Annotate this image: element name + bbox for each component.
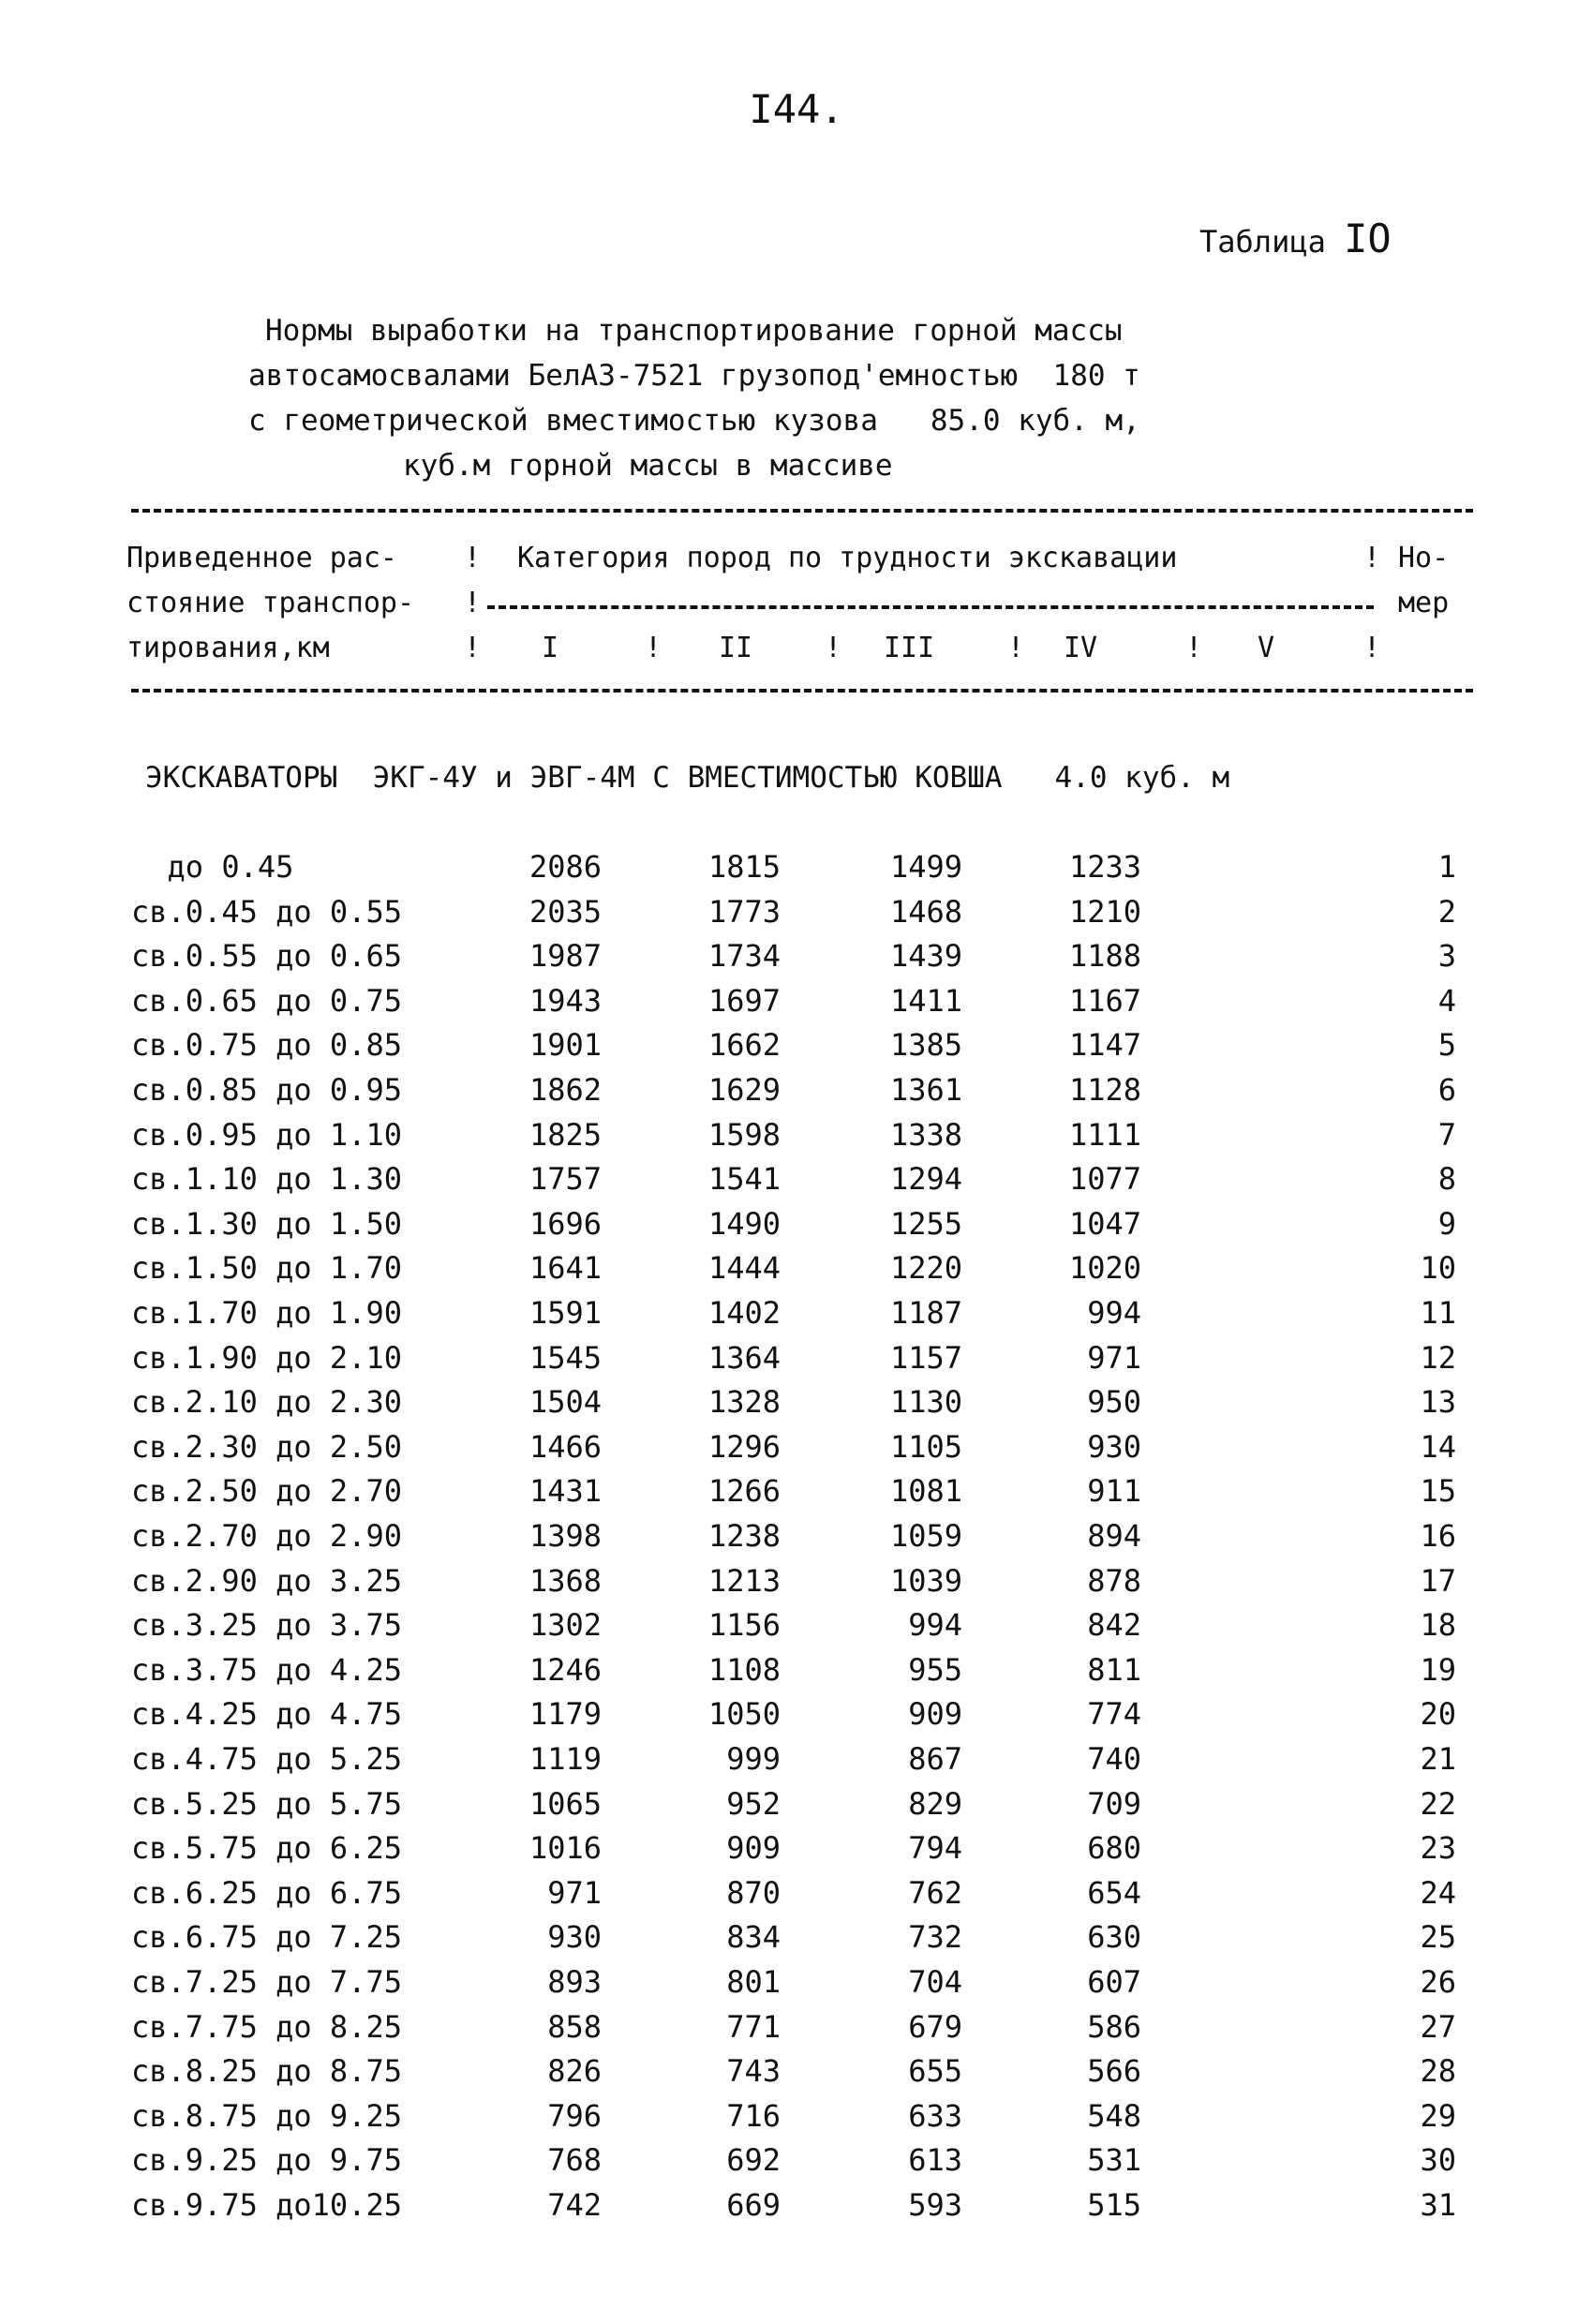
distance-cell: св.5.75 до 6.25 — [131, 1830, 402, 1867]
cat-III-cell: 994 — [908, 1607, 962, 1644]
header-separator: ! — [825, 632, 842, 664]
row-number-cell: 3 — [1437, 938, 1456, 975]
row-number-cell: 8 — [1437, 1161, 1456, 1198]
row-number-cell: 27 — [1420, 2008, 1456, 2045]
distance-cell: св.0.55 до 0.65 — [131, 938, 402, 975]
header-distance-line: тирования,км — [127, 632, 330, 664]
row-number-cell: 31 — [1420, 2187, 1456, 2223]
table-row — [0, 1027, 1593, 1072]
cat-I-cell: 1065 — [529, 1785, 602, 1822]
table-row — [0, 1072, 1593, 1117]
distance-cell: св.2.30 до 2.50 — [131, 1428, 402, 1465]
cat-IV-cell: 878 — [1087, 1562, 1141, 1599]
cat-III-cell: 1294 — [889, 1161, 962, 1198]
cat-I-cell: 1431 — [529, 1473, 602, 1510]
table-label-number: IO — [1344, 216, 1392, 261]
table-row — [0, 1786, 1593, 1831]
distance-cell: св.3.75 до 4.25 — [131, 1651, 402, 1688]
cat-II-cell: 771 — [726, 2008, 781, 2045]
cat-I-cell: 1757 — [529, 1161, 602, 1198]
distance-cell: св.9.75 до10.25 — [131, 2187, 402, 2223]
cat-III-cell: 613 — [908, 2142, 962, 2179]
cat-I-cell: 1504 — [529, 1384, 602, 1421]
header-number-line: мер — [1398, 587, 1450, 619]
cat-II-cell: 834 — [726, 1919, 781, 1956]
cat-II-cell: 1697 — [707, 982, 781, 1019]
row-number-cell: 13 — [1420, 1384, 1456, 1421]
table-row — [0, 1741, 1593, 1786]
cat-III-cell: 1499 — [889, 849, 962, 885]
cat-III-cell: 1338 — [889, 1116, 962, 1153]
row-number-cell: 16 — [1420, 1518, 1456, 1554]
table-row — [0, 1696, 1593, 1741]
cat-II-cell: 1773 — [707, 893, 781, 930]
cat-I-cell: 1119 — [529, 1741, 602, 1777]
cat-I-cell: 1825 — [529, 1116, 602, 1153]
distance-cell: св.9.25 до 9.75 — [131, 2142, 402, 2179]
row-number-cell: 7 — [1437, 1116, 1456, 1153]
cat-IV-cell: 971 — [1087, 1339, 1141, 1376]
header-distance-line: стояние транспор- — [127, 587, 415, 619]
title-line: автосамосвалами БелАЗ-7521 грузопод'емностью 180 т — [248, 359, 1140, 393]
table-row — [0, 1295, 1593, 1340]
distance-cell: св.7.75 до 8.25 — [131, 2008, 402, 2045]
cat-III-cell: 732 — [908, 1919, 962, 1956]
cat-I-cell: 1302 — [529, 1607, 602, 1644]
cat-I-cell: 1591 — [529, 1295, 602, 1331]
header-separator: ! — [464, 632, 482, 664]
table-row — [0, 2187, 1593, 2232]
header-category-II: II — [719, 632, 753, 664]
cat-IV-cell: 1111 — [1068, 1116, 1141, 1153]
cat-II-cell: 870 — [726, 1874, 781, 1911]
cat-I-cell: 1246 — [529, 1651, 602, 1688]
cat-III-cell: 679 — [908, 2008, 962, 2045]
header-category-title: Категория пород по трудности экскавации — [517, 542, 1178, 574]
title-line: куб.м горной массы в массиве — [403, 449, 893, 483]
distance-cell: св.0.85 до 0.95 — [131, 1072, 402, 1108]
row-number-cell: 22 — [1420, 1785, 1456, 1822]
distance-cell: св.1.70 до 1.90 — [131, 1295, 402, 1331]
cat-II-cell: 1156 — [707, 1607, 781, 1644]
row-number-cell: 29 — [1420, 2097, 1456, 2134]
cat-IV-cell: 1047 — [1068, 1205, 1141, 1242]
cat-IV-cell: 515 — [1087, 2187, 1141, 2223]
cat-III-cell: 1187 — [889, 1295, 962, 1331]
distance-cell: св.1.50 до 1.70 — [131, 1250, 402, 1287]
cat-II-cell: 1815 — [707, 849, 781, 885]
cat-III-cell: 593 — [908, 2187, 962, 2223]
table-row — [0, 1964, 1593, 2009]
row-number-cell: 11 — [1420, 1295, 1456, 1331]
cat-III-cell: 955 — [908, 1651, 962, 1688]
cat-II-cell: 1108 — [707, 1651, 781, 1688]
cat-III-cell: 704 — [908, 1964, 962, 2000]
cat-I-cell: 930 — [547, 1919, 602, 1956]
cat-I-cell: 2086 — [529, 849, 602, 885]
header-separator: ! — [1185, 632, 1203, 664]
table-row — [0, 2098, 1593, 2143]
cat-I-cell: 971 — [547, 1874, 602, 1911]
table-label — [1199, 216, 1392, 261]
distance-cell: св.8.75 до 9.25 — [131, 2097, 402, 2134]
table-row — [0, 1429, 1593, 1474]
table-row — [0, 2142, 1593, 2187]
header-number-line: Но- — [1398, 542, 1450, 574]
table-row — [0, 1919, 1593, 1964]
table-row — [0, 1830, 1593, 1875]
table-row — [0, 1161, 1593, 1206]
cat-IV-cell: 548 — [1087, 2097, 1141, 2134]
cat-IV-cell: 630 — [1087, 1919, 1141, 1956]
title-line: с геометрической вместимостью кузова 85.0 куб. м, — [248, 404, 1140, 438]
distance-cell: св.6.25 до 6.75 — [131, 1874, 402, 1911]
title-line: Нормы выработки на транспортирование горной массы — [265, 314, 1123, 348]
header-separator: ! — [464, 542, 482, 574]
cat-IV-cell: 1167 — [1068, 982, 1141, 1019]
cat-III-cell: 1130 — [889, 1384, 962, 1421]
cat-IV-cell: 654 — [1087, 1874, 1141, 1911]
cat-III-cell: 655 — [908, 2053, 962, 2090]
row-number-cell: 19 — [1420, 1651, 1456, 1688]
cat-IV-cell: 930 — [1087, 1428, 1141, 1465]
cat-II-cell: 1598 — [707, 1116, 781, 1153]
cat-II-cell: 801 — [726, 1964, 781, 2000]
cat-II-cell: 743 — [726, 2053, 781, 2090]
cat-II-cell: 1050 — [707, 1696, 781, 1733]
cat-II-cell: 1444 — [707, 1250, 781, 1287]
distance-cell: св.0.65 до 0.75 — [131, 982, 402, 1019]
cat-II-cell: 1490 — [707, 1205, 781, 1242]
cat-II-cell: 1238 — [707, 1518, 781, 1554]
row-number-cell: 14 — [1420, 1428, 1456, 1465]
cat-IV-cell: 680 — [1087, 1830, 1141, 1867]
cat-I-cell: 1368 — [529, 1562, 602, 1599]
table-row — [0, 1473, 1593, 1518]
distance-cell: св.2.70 до 2.90 — [131, 1518, 402, 1554]
table-row — [0, 1563, 1593, 1608]
cat-III-cell: 867 — [908, 1741, 962, 1777]
table-label-prefix: Таблица — [1199, 224, 1326, 260]
cat-III-cell: 1105 — [889, 1428, 962, 1465]
cat-III-cell: 1220 — [889, 1250, 962, 1287]
table-row — [0, 849, 1593, 894]
cat-III-cell: 1059 — [889, 1518, 962, 1554]
cat-III-cell: 1081 — [889, 1473, 962, 1510]
cat-IV-cell: 586 — [1087, 2008, 1141, 2045]
row-number-cell: 15 — [1420, 1473, 1456, 1510]
cat-IV-cell: 1147 — [1068, 1027, 1141, 1064]
row-number-cell: 17 — [1420, 1562, 1456, 1599]
cat-II-cell: 1402 — [707, 1295, 781, 1331]
cat-IV-cell: 774 — [1087, 1696, 1141, 1733]
table-row — [0, 1607, 1593, 1652]
distance-cell: св.0.45 до 0.55 — [131, 893, 402, 930]
cat-II-cell: 1541 — [707, 1161, 781, 1198]
table-row — [0, 894, 1593, 939]
cat-III-cell: 1385 — [889, 1027, 962, 1064]
cat-III-cell: 794 — [908, 1830, 962, 1867]
cat-IV-cell: 811 — [1087, 1651, 1141, 1688]
distance-cell: св.2.90 до 3.25 — [131, 1562, 402, 1599]
row-number-cell: 23 — [1420, 1830, 1456, 1867]
table-row — [0, 1117, 1593, 1162]
cat-IV-cell: 1020 — [1068, 1250, 1141, 1287]
cat-III-cell: 1039 — [889, 1562, 962, 1599]
cat-I-cell: 1466 — [529, 1428, 602, 1465]
header-separator: ! — [1007, 632, 1025, 664]
cat-IV-cell: 911 — [1087, 1473, 1141, 1510]
cat-I-cell: 1943 — [529, 982, 602, 1019]
cat-I-cell: 826 — [547, 2053, 602, 2090]
cat-IV-cell: 1233 — [1068, 849, 1141, 885]
cat-IV-cell: 894 — [1087, 1518, 1141, 1554]
distance-cell: св.4.75 до 5.25 — [131, 1741, 402, 1777]
cat-IV-cell: 1188 — [1068, 938, 1141, 975]
row-number-cell: 28 — [1420, 2053, 1456, 2090]
header-category-IV: IV — [1064, 632, 1098, 664]
cat-III-cell: 1411 — [889, 982, 962, 1019]
table-row — [0, 1384, 1593, 1429]
cat-II-cell: 1296 — [707, 1428, 781, 1465]
header-category-I: I — [542, 632, 559, 664]
cat-IV-cell: 1128 — [1068, 1072, 1141, 1108]
table-row — [0, 1518, 1593, 1563]
table-row — [0, 1652, 1593, 1697]
cat-I-cell: 1179 — [529, 1696, 602, 1733]
row-number-cell: 24 — [1420, 1874, 1456, 1911]
cat-III-cell: 1157 — [889, 1339, 962, 1376]
cat-I-cell: 1987 — [529, 938, 602, 975]
cat-III-cell: 1255 — [889, 1205, 962, 1242]
cat-IV-cell: 709 — [1087, 1785, 1141, 1822]
cat-III-cell: 1361 — [889, 1072, 962, 1108]
row-number-cell: 2 — [1437, 893, 1456, 930]
cat-I-cell: 1696 — [529, 1205, 602, 1242]
cat-III-cell: 1468 — [889, 893, 962, 930]
cat-III-cell: 829 — [908, 1785, 962, 1822]
cat-I-cell: 2035 — [529, 893, 602, 930]
distance-cell: св.1.10 до 1.30 — [131, 1161, 402, 1198]
distance-cell: св.0.95 до 1.10 — [131, 1116, 402, 1153]
cat-IV-cell: 994 — [1087, 1295, 1141, 1331]
header-category-V: V — [1258, 632, 1275, 664]
distance-cell: св.8.25 до 8.75 — [131, 2053, 402, 2090]
row-number-cell: 1 — [1437, 849, 1456, 885]
row-number-cell: 30 — [1420, 2142, 1456, 2179]
cat-II-cell: 1266 — [707, 1473, 781, 1510]
table-row — [0, 983, 1593, 1028]
section-title: ЭКСКАВАТОРЫ ЭКГ-4У и ЭВГ-4М С ВМЕСТИМОСТЬЮ КОВША 4.0 куб. м — [145, 761, 1230, 795]
cat-I-cell: 858 — [547, 2008, 602, 2045]
cat-II-cell: 952 — [726, 1785, 781, 1822]
cat-I-cell: 1545 — [529, 1339, 602, 1376]
cat-I-cell: 768 — [547, 2142, 602, 2179]
row-number-cell: 18 — [1420, 1607, 1456, 1644]
cat-I-cell: 796 — [547, 2097, 602, 2134]
row-number-cell: 25 — [1420, 1919, 1456, 1956]
distance-cell: св.1.90 до 2.10 — [131, 1339, 402, 1376]
cat-IV-cell: 842 — [1087, 1607, 1141, 1644]
cat-II-cell: 1213 — [707, 1562, 781, 1599]
cat-II-cell: 1734 — [707, 938, 781, 975]
distance-cell: св.2.10 до 2.30 — [131, 1384, 402, 1421]
table-row — [0, 1250, 1593, 1295]
header-category-III: III — [884, 632, 935, 664]
cat-II-cell: 1629 — [707, 1072, 781, 1108]
cat-IV-cell: 566 — [1087, 2053, 1141, 2090]
cat-II-cell: 1328 — [707, 1384, 781, 1421]
cat-I-cell: 1641 — [529, 1250, 602, 1287]
header-bottom-rule — [131, 689, 1473, 693]
distance-cell: до 0.45 — [131, 849, 294, 885]
cat-II-cell: 1662 — [707, 1027, 781, 1064]
cat-III-cell: 1439 — [889, 938, 962, 975]
header-distance-line: Приведенное рас- — [127, 542, 397, 574]
cat-IV-cell: 531 — [1087, 2142, 1141, 2179]
cat-I-cell: 742 — [547, 2187, 602, 2223]
cat-IV-cell: 1210 — [1068, 893, 1141, 930]
table-row — [0, 2009, 1593, 2054]
row-number-cell: 21 — [1420, 1741, 1456, 1777]
cat-III-cell: 909 — [908, 1696, 962, 1733]
distance-cell: св.4.25 до 4.75 — [131, 1696, 402, 1733]
distance-cell: св.3.25 до 3.75 — [131, 1607, 402, 1644]
cat-I-cell: 1862 — [529, 1072, 602, 1108]
table-row — [0, 2053, 1593, 2098]
distance-cell: св.6.75 до 7.25 — [131, 1919, 402, 1956]
cat-I-cell: 893 — [547, 1964, 602, 2000]
cat-III-cell: 762 — [908, 1874, 962, 1911]
header-top-rule — [131, 509, 1473, 513]
table-row — [0, 1206, 1593, 1251]
row-number-cell: 10 — [1420, 1250, 1456, 1287]
cat-II-cell: 1364 — [707, 1339, 781, 1376]
table-row — [0, 938, 1593, 983]
distance-cell: св.7.25 до 7.75 — [131, 1964, 402, 2000]
header-separator: ! — [1363, 542, 1381, 574]
cat-III-cell: 633 — [908, 2097, 962, 2134]
cat-I-cell: 1016 — [529, 1830, 602, 1867]
distance-cell: св.1.30 до 1.50 — [131, 1205, 402, 1242]
row-number-cell: 5 — [1437, 1027, 1456, 1064]
distance-cell: св.2.50 до 2.70 — [131, 1473, 402, 1510]
cat-IV-cell: 1077 — [1068, 1161, 1141, 1198]
header-separator: ! — [464, 587, 482, 619]
cat-I-cell: 1398 — [529, 1518, 602, 1554]
cat-IV-cell: 950 — [1087, 1384, 1141, 1421]
cat-I-cell: 1901 — [529, 1027, 602, 1064]
row-number-cell: 4 — [1437, 982, 1456, 1019]
cat-II-cell: 692 — [726, 2142, 781, 2179]
distance-cell: св.5.25 до 5.75 — [131, 1785, 402, 1822]
cat-II-cell: 909 — [726, 1830, 781, 1867]
row-number-cell: 9 — [1437, 1205, 1456, 1242]
row-number-cell: 6 — [1437, 1072, 1456, 1108]
header-separator: ! — [645, 632, 663, 664]
cat-II-cell: 716 — [726, 2097, 781, 2134]
cat-II-cell: 669 — [726, 2187, 781, 2223]
row-number-cell: 20 — [1420, 1696, 1456, 1733]
cat-II-cell: 999 — [726, 1741, 781, 1777]
row-number-cell: 26 — [1420, 1964, 1456, 2000]
row-number-cell: 12 — [1420, 1339, 1456, 1376]
table-row — [0, 1340, 1593, 1385]
cat-IV-cell: 740 — [1087, 1741, 1141, 1777]
page-number: I44. — [749, 86, 844, 132]
table-row — [0, 1875, 1593, 1920]
cat-IV-cell: 607 — [1087, 1964, 1141, 2000]
header-separator: ! — [1363, 632, 1381, 664]
header-category-rule — [487, 605, 1374, 609]
distance-cell: св.0.75 до 0.85 — [131, 1027, 402, 1064]
